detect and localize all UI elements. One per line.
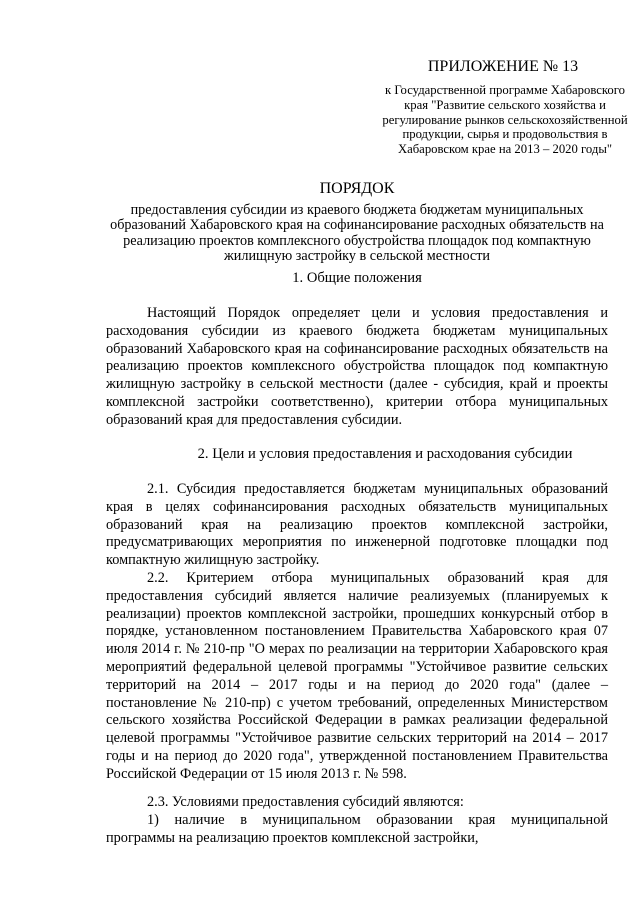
document-title: ПОРЯДОК [319, 180, 395, 197]
section-1-paragraph: Настоящий Порядок определяет цели и условия предоставления и расходования субсидии из краевого бюджета бюджетам муниципальных образований Хабаровского края на софинансирование расходных обязательств на реализацию проектов комплексного обустройства площадок под компактную жилищную застройку в сельской местности (далее - субсидия, край и проекты комплексной застройки соответственно), критерии отбора муниципальных образований края для предоставления субсидии. [106, 305, 608, 428]
annex-title: ПРИЛОЖЕНИЕ № 13 [427, 58, 579, 75]
section-2-heading: 2. Цели и условия предоставления и расходования субсидии [197, 446, 573, 462]
annex-subtitle: к Государственной программе Хабаровского края "Развитие сельского хозяйства и регулирование рынков сельскохозяйственной продукции, сырья и продовольствия в Хабаровском крае на 2013 – 2020 годы" [382, 83, 628, 157]
paragraph-2-3-item-1: 1) наличие в муниципальном образовании края муниципальной программы на реализацию проектов комплексной застройки, [106, 812, 608, 846]
paragraph-2-3: 2.3. Условиями предоставления субсидий являются: [147, 794, 464, 810]
paragraph-2-1: 2.1. Субсидия предоставляется бюджетам муниципальных образований края в целях софинансирования расходных обязательств муниципальных образований края на реализацию проектов комплексной застройки, предусматривающих мероприятия по инженерной подготовке площадки под компактную жилищную застройку. [106, 481, 608, 569]
document-subtitle: предоставления субсидии из краевого бюджета бюджетам муниципальных образований Хабаровского края на софинансирование расходных обязательств на реализацию проектов комплексного обустройства площадок под компактную жилищную застройку в сельской местности [110, 202, 604, 265]
section-1-heading: 1. Общие положения [292, 270, 422, 286]
paragraph-2-2: 2.2. Критерием отбора муниципальных образований края для предоставления субсидий является наличие реализуемых (планируемых к реализации) проектов комплексной застройки, прошедших конкурсный отбор в порядке, установленном постановлением Правительства Хабаровского края 07 июля 2014 г. № 210-пр "О мерах по реализации на территории Хабаровского края мероприятий федеральной целевой программы "Устойчивое развитие сельских территорий на 2014 – 2017 годы и на период до 2020 года" (далее – постановление № 210-пр) с учетом требований, определенных Министерством сельского хозяйства Российской Федерации в рамках реализации федеральной целевой программы "Устойчивое развитие сельских территорий на 2014 – 2017 годы и на период до 2020 года", утвержденной постановлением Правительства Российской Федерации от 15 июля 2013 г. № 598. [106, 570, 608, 782]
